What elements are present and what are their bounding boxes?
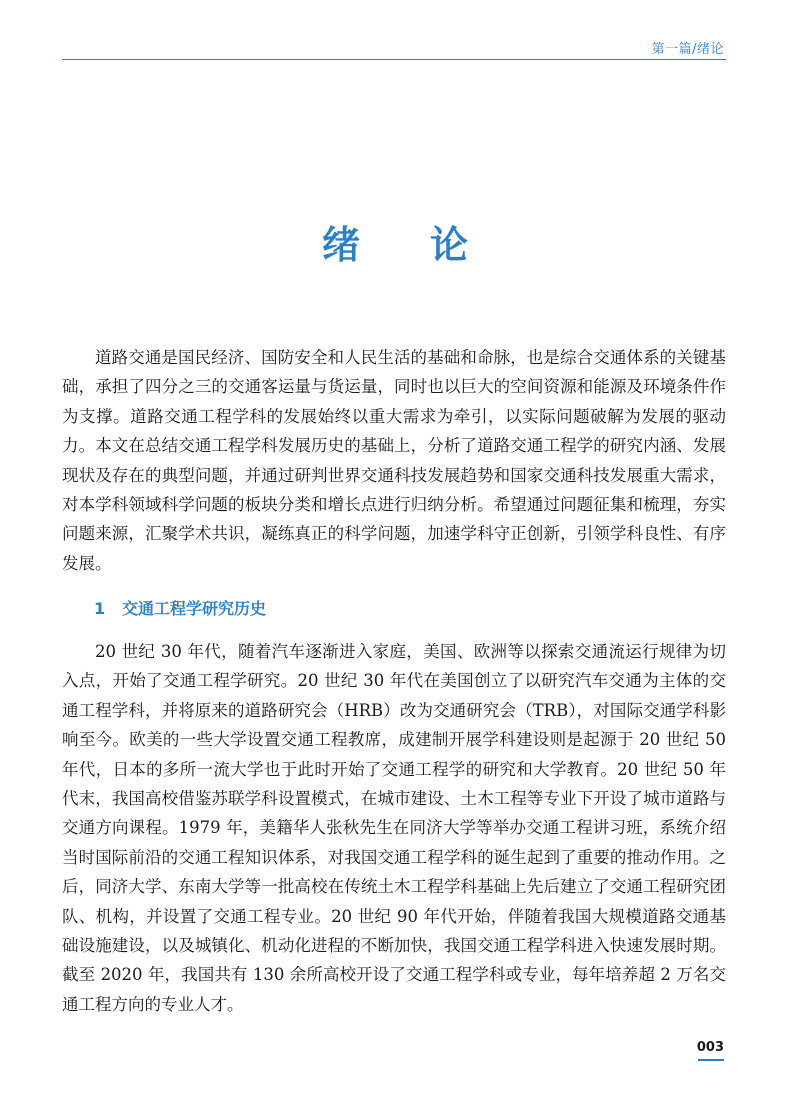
section-paragraph: 20 世纪 30 年代，随着汽车逐渐进入家庭，美国、欧洲等以探索交通流运行规律为切入点，开始了交通工程学研究。20 世纪 30 年代在美国创立了以研究汽车交通为主体的交通工程学科，并将原来的道路研究会（HRB）改为交通研究会（TRB），对国际交通学科影响至今。欧美的一些大学设置交通工程教席，成建制开展学科建设则是起源于 20 世纪 50 年代，日本的多所一流大学也于此时开始了交通工程学的研究和大学教育。20 世纪 50 年代末，我国高校借鉴苏联学科设置模式，在城市建设、土木工程等专业下开设了城市道路与交通方向课程。1979 年，美籍华人张秋先生在同济大学等举办交通工程讲习班，系统介绍当时国际前沿的交通工程知识体系，对我国交通工程学科的诞生起到了重要的推动作用。之后，同济大学、东南大学等一批高校在传统土木工程学科基础上先后建立了交通工程研究团队、机构，并设置了交通工程专业。20 世纪 90 年代开始，伴随着我国大规模道路交通基础设施建设，以及城镇化、机动化进程的不断加快，我国交通工程学科进入快速发展时期。截至 2020 年，我国共有 130 余所高校开设了交通工程学科或专业，每年培养超 2 万名交通工程方向的专业人才。 <box>62 642 726 1014</box>
page-number-rule <box>698 1059 724 1061</box>
page-number: 003 <box>696 1040 724 1055</box>
intro-paragraph: 道路交通是国民经济、国防安全和人民生活的基础和命脉，也是综合交通体系的关键基础，承担了四分之三的交通客运量与货运量，同时也以巨大的空间资源和能源及环境条件作为支撑。道路交通工程学科的发展始终以重大需求为牵引，以实际问题破解为发展的驱动力。本文在总结交通工程学科发展历史的基础上，分析了道路交通工程学的研究内涵、发展现状及存在的典型问题，并通过研判世界交通科技发展趋势和国家交通科技发展重大需求，对本学科领域科学问题的板块分类和增长点进行归纳分析。希望通过问题征集和梳理，夯实问题来源，汇聚学术共识，凝练真正的科学问题，加速学科守正创新，引领学科良性、有序发展。 <box>62 348 726 573</box>
running-header: 第一篇/绪论 <box>651 42 724 57</box>
section-heading <box>94 596 266 619</box>
section-number: 1 <box>94 599 106 618</box>
section-title: 交通工程学研究历史 <box>122 599 267 618</box>
header-rule <box>62 59 726 60</box>
chapter-title: 绪论 <box>321 223 538 267</box>
